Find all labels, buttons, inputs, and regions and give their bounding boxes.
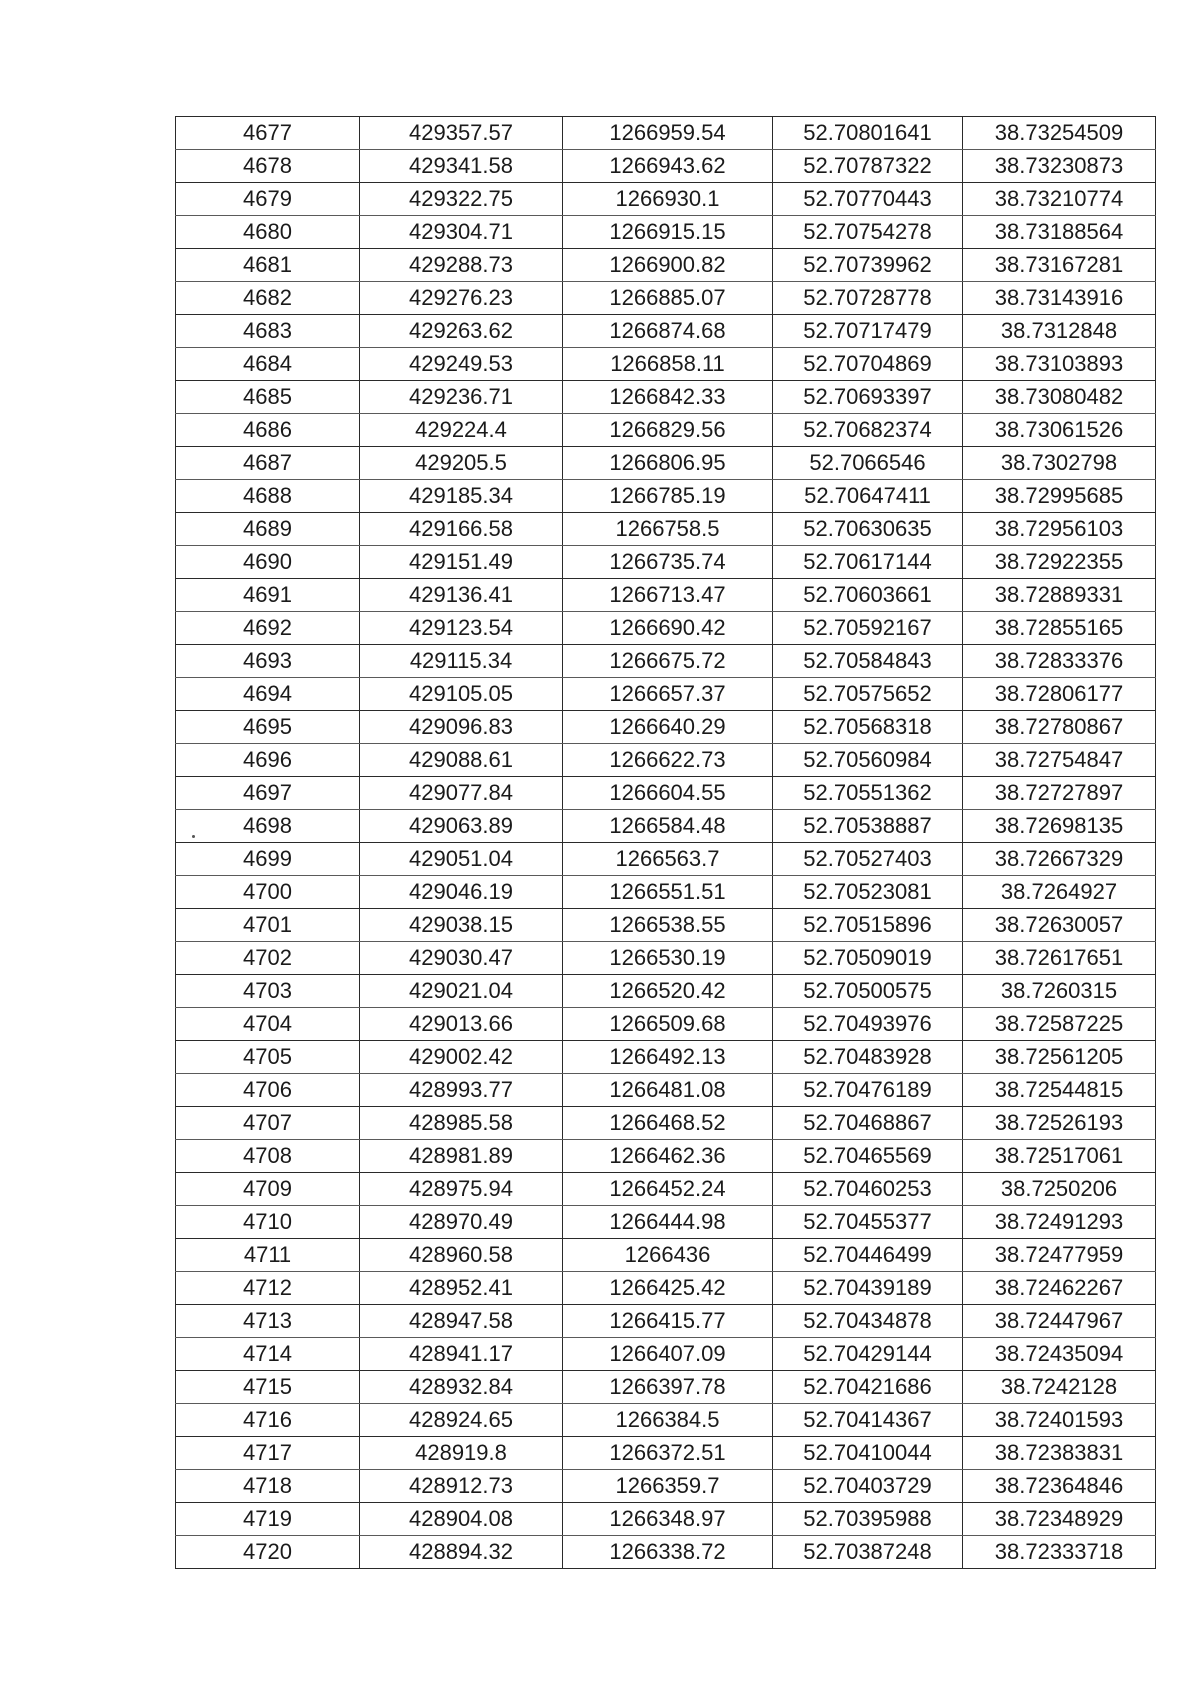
y-coordinate-cell: 1266640.29 — [563, 711, 773, 744]
y-coordinate-cell: 1266481.08 — [563, 1074, 773, 1107]
longitude-cell: 38.72754847 — [963, 744, 1156, 777]
x-coordinate-cell: 429288.73 — [360, 249, 563, 282]
longitude-cell: 38.73188564 — [963, 216, 1156, 249]
table-row — [176, 282, 1156, 315]
x-coordinate-cell: 429038.15 — [360, 909, 563, 942]
x-coordinate-cell: 428985.58 — [360, 1107, 563, 1140]
latitude-cell: 52.70446499 — [773, 1239, 963, 1272]
longitude-cell: 38.72447967 — [963, 1305, 1156, 1338]
longitude-cell: 38.73210774 — [963, 183, 1156, 216]
latitude-cell: 52.70429144 — [773, 1338, 963, 1371]
table-row — [176, 249, 1156, 282]
latitude-cell: 52.70787322 — [773, 150, 963, 183]
x-coordinate-cell: 429013.66 — [360, 1008, 563, 1041]
longitude-cell: 38.73061526 — [963, 414, 1156, 447]
x-coordinate-cell: 429304.71 — [360, 216, 563, 249]
longitude-cell: 38.73103893 — [963, 348, 1156, 381]
table-row — [176, 150, 1156, 183]
longitude-cell: 38.7242128 — [963, 1371, 1156, 1404]
x-coordinate-cell: 428960.58 — [360, 1239, 563, 1272]
y-coordinate-cell: 1266359.7 — [563, 1470, 773, 1503]
table-row — [176, 678, 1156, 711]
latitude-cell: 52.70592167 — [773, 612, 963, 645]
y-coordinate-cell: 1266415.77 — [563, 1305, 773, 1338]
x-coordinate-cell: 428993.77 — [360, 1074, 563, 1107]
table-row — [176, 843, 1156, 876]
x-coordinate-cell: 428975.94 — [360, 1173, 563, 1206]
x-coordinate-cell: 428919.8 — [360, 1437, 563, 1470]
table-row — [176, 480, 1156, 513]
table-row — [176, 1437, 1156, 1470]
latitude-cell: 52.70395988 — [773, 1503, 963, 1536]
latitude-cell: 52.70410044 — [773, 1437, 963, 1470]
y-coordinate-cell: 1266407.09 — [563, 1338, 773, 1371]
latitude-cell: 52.70414367 — [773, 1404, 963, 1437]
y-coordinate-cell: 1266425.42 — [563, 1272, 773, 1305]
x-coordinate-cell: 428947.58 — [360, 1305, 563, 1338]
y-coordinate-cell: 1266538.55 — [563, 909, 773, 942]
longitude-cell: 38.7250206 — [963, 1173, 1156, 1206]
y-coordinate-cell: 1266563.7 — [563, 843, 773, 876]
longitude-cell: 38.72855165 — [963, 612, 1156, 645]
x-coordinate-cell: 428912.73 — [360, 1470, 563, 1503]
x-coordinate-cell: 429021.04 — [360, 975, 563, 1008]
longitude-cell: 38.72889331 — [963, 579, 1156, 612]
point-number-cell: 4693 — [176, 645, 360, 678]
latitude-cell: 52.70739962 — [773, 249, 963, 282]
point-number-cell: 4681 — [176, 249, 360, 282]
latitude-cell: 52.70647411 — [773, 480, 963, 513]
table-row — [176, 1404, 1156, 1437]
point-number-cell: 4707 — [176, 1107, 360, 1140]
y-coordinate-cell: 1266915.15 — [563, 216, 773, 249]
y-coordinate-cell: 1266675.72 — [563, 645, 773, 678]
table-row — [176, 612, 1156, 645]
point-number-cell: 4698 — [176, 810, 360, 843]
table-row — [176, 942, 1156, 975]
point-number-cell: 4680 — [176, 216, 360, 249]
point-number-cell: 4696 — [176, 744, 360, 777]
x-coordinate-cell: 429063.89 — [360, 810, 563, 843]
latitude-cell: 52.70754278 — [773, 216, 963, 249]
y-coordinate-cell: 1266657.37 — [563, 678, 773, 711]
y-coordinate-cell: 1266348.97 — [563, 1503, 773, 1536]
point-number-cell: 4705 — [176, 1041, 360, 1074]
table-row — [176, 381, 1156, 414]
longitude-cell: 38.72544815 — [963, 1074, 1156, 1107]
table-row — [176, 744, 1156, 777]
point-number-cell: 4677 — [176, 117, 360, 150]
x-coordinate-cell: 429205.5 — [360, 447, 563, 480]
x-coordinate-cell: 428932.84 — [360, 1371, 563, 1404]
point-number-cell: 4685 — [176, 381, 360, 414]
latitude-cell: 52.70682374 — [773, 414, 963, 447]
longitude-cell: 38.72561205 — [963, 1041, 1156, 1074]
point-number-cell: 4686 — [176, 414, 360, 447]
y-coordinate-cell: 1266452.24 — [563, 1173, 773, 1206]
latitude-cell: 52.70728778 — [773, 282, 963, 315]
y-coordinate-cell: 1266604.55 — [563, 777, 773, 810]
point-number-cell: 4701 — [176, 909, 360, 942]
y-coordinate-cell: 1266858.11 — [563, 348, 773, 381]
x-coordinate-cell: 428952.41 — [360, 1272, 563, 1305]
table-row — [176, 414, 1156, 447]
point-number-cell: 4717 — [176, 1437, 360, 1470]
longitude-cell: 38.73080482 — [963, 381, 1156, 414]
point-number-cell: 4679 — [176, 183, 360, 216]
latitude-cell: 52.70523081 — [773, 876, 963, 909]
table-row — [176, 216, 1156, 249]
latitude-cell: 52.70551362 — [773, 777, 963, 810]
table-row — [176, 1041, 1156, 1074]
latitude-cell: 52.70770443 — [773, 183, 963, 216]
longitude-cell: 38.72383831 — [963, 1437, 1156, 1470]
latitude-cell: 52.70439189 — [773, 1272, 963, 1305]
table-row — [176, 513, 1156, 546]
x-coordinate-cell: 429115.34 — [360, 645, 563, 678]
y-coordinate-cell: 1266492.13 — [563, 1041, 773, 1074]
longitude-cell: 38.72630057 — [963, 909, 1156, 942]
latitude-cell: 52.70527403 — [773, 843, 963, 876]
y-coordinate-cell: 1266520.42 — [563, 975, 773, 1008]
x-coordinate-cell: 428894.32 — [360, 1536, 563, 1569]
y-coordinate-cell: 1266959.54 — [563, 117, 773, 150]
y-coordinate-cell: 1266462.36 — [563, 1140, 773, 1173]
point-number-cell: 4708 — [176, 1140, 360, 1173]
x-coordinate-cell: 428970.49 — [360, 1206, 563, 1239]
latitude-cell: 52.70603661 — [773, 579, 963, 612]
table-row — [176, 975, 1156, 1008]
point-number-cell: 4692 — [176, 612, 360, 645]
table-row — [176, 1008, 1156, 1041]
point-number-cell: 4697 — [176, 777, 360, 810]
y-coordinate-cell: 1266758.5 — [563, 513, 773, 546]
latitude-cell: 52.70434878 — [773, 1305, 963, 1338]
x-coordinate-cell: 429030.47 — [360, 942, 563, 975]
point-number-cell: 4704 — [176, 1008, 360, 1041]
latitude-cell: 52.70538887 — [773, 810, 963, 843]
table-row — [176, 1272, 1156, 1305]
point-number-cell: 4682 — [176, 282, 360, 315]
longitude-cell: 38.72491293 — [963, 1206, 1156, 1239]
table-row — [176, 1371, 1156, 1404]
x-coordinate-cell: 429151.49 — [360, 546, 563, 579]
longitude-cell: 38.7264927 — [963, 876, 1156, 909]
latitude-cell: 52.70476189 — [773, 1074, 963, 1107]
latitude-cell: 52.70560984 — [773, 744, 963, 777]
y-coordinate-cell: 1266622.73 — [563, 744, 773, 777]
longitude-cell: 38.72956103 — [963, 513, 1156, 546]
latitude-cell: 52.70568318 — [773, 711, 963, 744]
latitude-cell: 52.70403729 — [773, 1470, 963, 1503]
longitude-cell: 38.72587225 — [963, 1008, 1156, 1041]
point-number-cell: 4688 — [176, 480, 360, 513]
x-coordinate-cell: 429357.57 — [360, 117, 563, 150]
longitude-cell: 38.72667329 — [963, 843, 1156, 876]
longitude-cell: 38.72806177 — [963, 678, 1156, 711]
y-coordinate-cell: 1266551.51 — [563, 876, 773, 909]
y-coordinate-cell: 1266509.68 — [563, 1008, 773, 1041]
longitude-cell: 38.72348929 — [963, 1503, 1156, 1536]
x-coordinate-cell: 429051.04 — [360, 843, 563, 876]
table-row — [176, 1536, 1156, 1569]
y-coordinate-cell: 1266372.51 — [563, 1437, 773, 1470]
table-row — [176, 810, 1156, 843]
latitude-cell: 52.70483928 — [773, 1041, 963, 1074]
x-coordinate-cell: 429123.54 — [360, 612, 563, 645]
x-coordinate-cell: 429249.53 — [360, 348, 563, 381]
point-number-cell: 4712 — [176, 1272, 360, 1305]
x-coordinate-cell: 429263.62 — [360, 315, 563, 348]
table-row — [176, 645, 1156, 678]
point-number-cell: 4689 — [176, 513, 360, 546]
x-coordinate-cell: 428904.08 — [360, 1503, 563, 1536]
longitude-cell: 38.72477959 — [963, 1239, 1156, 1272]
y-coordinate-cell: 1266444.98 — [563, 1206, 773, 1239]
longitude-cell: 38.72333718 — [963, 1536, 1156, 1569]
longitude-cell: 38.72364846 — [963, 1470, 1156, 1503]
point-number-cell: 4691 — [176, 579, 360, 612]
longitude-cell: 38.72833376 — [963, 645, 1156, 678]
x-coordinate-cell: 429105.05 — [360, 678, 563, 711]
y-coordinate-cell: 1266338.72 — [563, 1536, 773, 1569]
table-row — [176, 1074, 1156, 1107]
longitude-cell: 38.72922355 — [963, 546, 1156, 579]
longitude-cell: 38.72698135 — [963, 810, 1156, 843]
x-coordinate-cell: 429236.71 — [360, 381, 563, 414]
y-coordinate-cell: 1266584.48 — [563, 810, 773, 843]
y-coordinate-cell: 1266436 — [563, 1239, 773, 1272]
y-coordinate-cell: 1266713.47 — [563, 579, 773, 612]
point-number-cell: 4715 — [176, 1371, 360, 1404]
latitude-cell: 52.70455377 — [773, 1206, 963, 1239]
point-number-cell: 4702 — [176, 942, 360, 975]
coordinate-table — [175, 116, 1156, 1569]
latitude-cell: 52.70617144 — [773, 546, 963, 579]
longitude-cell: 38.73230873 — [963, 150, 1156, 183]
point-number-cell: 4706 — [176, 1074, 360, 1107]
table-row — [176, 546, 1156, 579]
point-number-cell: 4720 — [176, 1536, 360, 1569]
point-number-cell: 4703 — [176, 975, 360, 1008]
table-row — [176, 315, 1156, 348]
longitude-cell: 38.72526193 — [963, 1107, 1156, 1140]
y-coordinate-cell: 1266384.5 — [563, 1404, 773, 1437]
longitude-cell: 38.72617651 — [963, 942, 1156, 975]
y-coordinate-cell: 1266900.82 — [563, 249, 773, 282]
point-number-cell: 4700 — [176, 876, 360, 909]
y-coordinate-cell: 1266397.78 — [563, 1371, 773, 1404]
x-coordinate-cell: 428941.17 — [360, 1338, 563, 1371]
latitude-cell: 52.70468867 — [773, 1107, 963, 1140]
latitude-cell: 52.70584843 — [773, 645, 963, 678]
longitude-cell: 38.73167281 — [963, 249, 1156, 282]
point-number-cell: 4678 — [176, 150, 360, 183]
latitude-cell: 52.70630635 — [773, 513, 963, 546]
point-number-cell: 4690 — [176, 546, 360, 579]
point-number-cell: 4699 — [176, 843, 360, 876]
longitude-cell: 38.72401593 — [963, 1404, 1156, 1437]
latitude-cell: 52.70801641 — [773, 117, 963, 150]
longitude-cell: 38.72435094 — [963, 1338, 1156, 1371]
x-coordinate-cell: 429166.58 — [360, 513, 563, 546]
y-coordinate-cell: 1266930.1 — [563, 183, 773, 216]
table-row — [176, 777, 1156, 810]
longitude-cell: 38.72517061 — [963, 1140, 1156, 1173]
latitude-cell: 52.70493976 — [773, 1008, 963, 1041]
y-coordinate-cell: 1266690.42 — [563, 612, 773, 645]
y-coordinate-cell: 1266735.74 — [563, 546, 773, 579]
latitude-cell: 52.70575652 — [773, 678, 963, 711]
point-number-cell: 4711 — [176, 1239, 360, 1272]
table-row — [176, 1140, 1156, 1173]
table-row — [176, 876, 1156, 909]
point-number-cell: 4710 — [176, 1206, 360, 1239]
table-row — [176, 1206, 1156, 1239]
latitude-cell: 52.70465569 — [773, 1140, 963, 1173]
y-coordinate-cell: 1266530.19 — [563, 942, 773, 975]
table-row — [176, 909, 1156, 942]
y-coordinate-cell: 1266943.62 — [563, 150, 773, 183]
x-coordinate-cell: 429046.19 — [360, 876, 563, 909]
longitude-cell: 38.72995685 — [963, 480, 1156, 513]
latitude-cell: 52.70704869 — [773, 348, 963, 381]
point-number-cell: 4684 — [176, 348, 360, 381]
y-coordinate-cell: 1266874.68 — [563, 315, 773, 348]
point-number-cell: 4683 — [176, 315, 360, 348]
longitude-cell: 38.7260315 — [963, 975, 1156, 1008]
longitude-cell: 38.73143916 — [963, 282, 1156, 315]
table-row — [176, 447, 1156, 480]
latitude-cell: 52.70387248 — [773, 1536, 963, 1569]
point-number-cell: 4714 — [176, 1338, 360, 1371]
table-row — [176, 1470, 1156, 1503]
longitude-cell: 38.72462267 — [963, 1272, 1156, 1305]
x-coordinate-cell: 429341.58 — [360, 150, 563, 183]
table-row — [176, 1338, 1156, 1371]
x-coordinate-cell: 428981.89 — [360, 1140, 563, 1173]
y-coordinate-cell: 1266785.19 — [563, 480, 773, 513]
latitude-cell: 52.70460253 — [773, 1173, 963, 1206]
table-row — [176, 1239, 1156, 1272]
x-coordinate-cell: 429185.34 — [360, 480, 563, 513]
x-coordinate-cell: 429077.84 — [360, 777, 563, 810]
latitude-cell: 52.70421686 — [773, 1371, 963, 1404]
x-coordinate-cell: 429088.61 — [360, 744, 563, 777]
table-row — [176, 1503, 1156, 1536]
latitude-cell: 52.7066546 — [773, 447, 963, 480]
table-row — [176, 1173, 1156, 1206]
latitude-cell: 52.70515896 — [773, 909, 963, 942]
point-number-cell: 4716 — [176, 1404, 360, 1437]
latitude-cell: 52.70693397 — [773, 381, 963, 414]
x-coordinate-cell: 429322.75 — [360, 183, 563, 216]
table-row — [176, 1107, 1156, 1140]
table-row — [176, 117, 1156, 150]
x-coordinate-cell: 428924.65 — [360, 1404, 563, 1437]
y-coordinate-cell: 1266468.52 — [563, 1107, 773, 1140]
y-coordinate-cell: 1266885.07 — [563, 282, 773, 315]
x-coordinate-cell: 429096.83 — [360, 711, 563, 744]
longitude-cell: 38.72780867 — [963, 711, 1156, 744]
point-number-cell: 4695 — [176, 711, 360, 744]
coordinate-table-body — [176, 117, 1156, 1569]
y-coordinate-cell: 1266806.95 — [563, 447, 773, 480]
longitude-cell: 38.7302798 — [963, 447, 1156, 480]
point-number-cell: 4719 — [176, 1503, 360, 1536]
table-row — [176, 579, 1156, 612]
y-coordinate-cell: 1266842.33 — [563, 381, 773, 414]
x-coordinate-cell: 429136.41 — [360, 579, 563, 612]
longitude-cell: 38.7312848 — [963, 315, 1156, 348]
x-coordinate-cell: 429002.42 — [360, 1041, 563, 1074]
longitude-cell: 38.72727897 — [963, 777, 1156, 810]
x-coordinate-cell: 429224.4 — [360, 414, 563, 447]
latitude-cell: 52.70509019 — [773, 942, 963, 975]
longitude-cell: 38.73254509 — [963, 117, 1156, 150]
point-number-cell: 4709 — [176, 1173, 360, 1206]
table-row — [176, 1305, 1156, 1338]
table-row — [176, 711, 1156, 744]
point-number-cell: 4687 — [176, 447, 360, 480]
y-coordinate-cell: 1266829.56 — [563, 414, 773, 447]
point-number-cell: 4694 — [176, 678, 360, 711]
table-row — [176, 183, 1156, 216]
point-number-cell: 4718 — [176, 1470, 360, 1503]
latitude-cell: 52.70717479 — [773, 315, 963, 348]
table-row — [176, 348, 1156, 381]
latitude-cell: 52.70500575 — [773, 975, 963, 1008]
x-coordinate-cell: 429276.23 — [360, 282, 563, 315]
point-number-cell: 4713 — [176, 1305, 360, 1338]
